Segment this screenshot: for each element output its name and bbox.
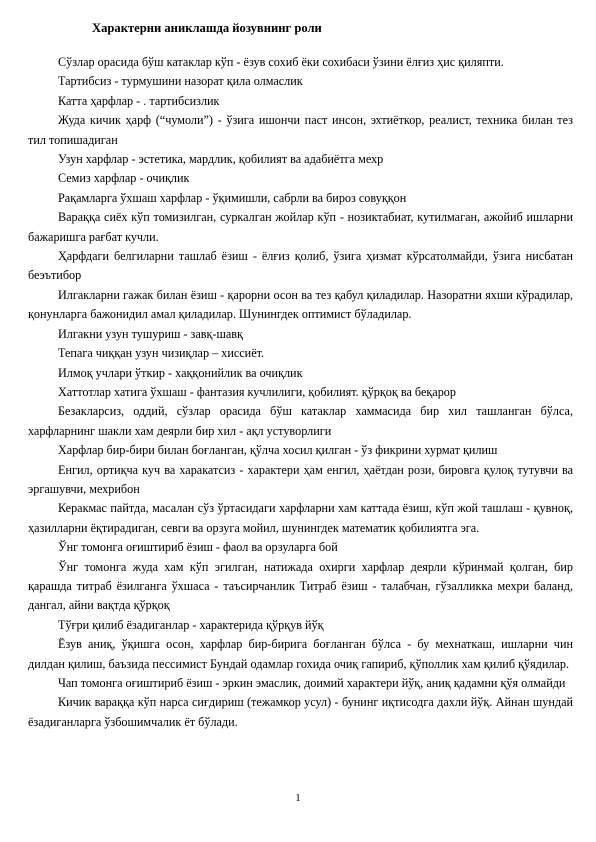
paragraph: Кичик вараққа кўп нарса сиғдириш (тежамкор усул) - бунинг иқтисодга дахли йўқ. Айнан шундай ёзадиганларга ўзбошимчалик ёт бўлади. [28,695,573,729]
page-number: 1 [295,792,301,804]
paragraph: Ўнг томонга оғиштириб ёзиш - фаол ва орзуларга бой [58,540,338,555]
paragraph: Керакмас пайтда, масалан сўз ўртасидаги харфларни хам каттада ёзиш, кўп жой ташлаш - қувноқ, ҳазилларни ёқтирадиган, севги ва орзуга мойил, шунингдек математик қобилиятга эга. [28,501,573,535]
paragraph: Тўғри қилиб ёзадиганлар - характерида қўрқув йўқ [58,617,324,632]
paragraph: Сўзлар орасида бўш катаклар кўп - ёзув сохиб ёки сохибаси ўзини ёлғиз ҳис қиляпти. [58,55,504,69]
paragraph: Хаттотлар хатига ўхшаш - фантазия кучлилиги, қобилият. қўрқоқ ва беқарор [58,384,456,399]
paragraph: Ўнг томонга жуда хам кўп эгилган, натижада охирги харфлар деярли кўринмай қолган, бир қарашда титраб ёзилганга ўхшаса - таъсирчанлик Титраб ёзиш - талабчан, гўзалликка мехри баланд, дангал, айни вақтда қўрқоқ [28,559,573,613]
paragraph: Семиз харфлар - очиқлик [58,171,190,186]
paragraph: Жуда кичик ҳарф (“чумоли”) - ўзига ишончи паст инсон, эхтиёткор, реалист, техника билан тез тил топишадиган [28,113,573,147]
paragraph: Тепага чиққан узун чизиқлар – хиссиёт. [58,346,265,361]
paragraph: Чап томонга оғиштириб ёзиш - эркин эмаслик, доимий характери йўқ, аниқ қадамни қўя олмайди [58,676,566,690]
paragraph: Тартибсиз - турмушини назорат қила олмаслик [58,74,303,89]
paragraph: Ёзув аниқ, ўқишга осон, харфлар бир-бирига боғланган бўлса - бу мехнаткаш, ишларни чин дилдан қилиш, баъзида пессимист Бундай одамлар гохида очиқ гапириб, қўполлик хам қилиб қўядилар. [28,637,573,671]
paragraph: Узун харфлар - эстетика, мардлик, қобилият ва адабиётга мехр [58,152,384,167]
paragraph: Харфлар бир-бири билан боғланган, қўлча хосил қилган - ўз фикрини хурмат қилиш [58,443,498,458]
paragraph: Енгил, ортиқча куч ва харакатсиз - характери ҳам енгил, ҳаётдан рози, бировга қулоқ тутувчи ва эргашувчи, мехрибон [28,462,573,496]
paragraph: Вараққа сиёх кўп томизилган, суркалган жойлар кўп - нозиктабиат, кутилмаган, ажойиб ишларни бажаришга рағбат кучли. [28,210,573,244]
paragraph: Ҳарфдаги белгиларни ташлаб ёзиш - ёлғиз қолиб, ўзига ҳизмат кўрсатолмайди, ўзига нисбатан беэътибор [28,249,573,283]
paragraph: Катта ҳарфлар - . тартибсизлик [58,93,220,108]
paragraph: Илгакни узун тушуриш - завқ-шавқ [58,326,243,341]
paragraph: Илгакларни гажак билан ёзиш - қарорни осон ва тез қабул қиладилар. Назоратни яхши кўрадилар, қонунларга бажонидил амал қиладилар. Шунингдек оптимист бўладилар. [28,287,573,322]
paragraph: Безакларсиз, оддий, сўзлар орасида бўш катаклар хаммасида бир хил ташланган бўлса, харфларнинг шакли хам деярли бир хил - ақл устуворлиги [28,404,573,438]
document-body [28,53,573,732]
paragraph: Илмоқ учлари ўткир - хаққонийлик ва очиқлик [58,365,303,380]
page-title: Характерни аниклашда йозувнинг роли [92,21,322,35]
paragraph: Рақамларга ўхшаш харфлар - ўқимишли, сабрли ва бироз совуққон [58,190,407,205]
